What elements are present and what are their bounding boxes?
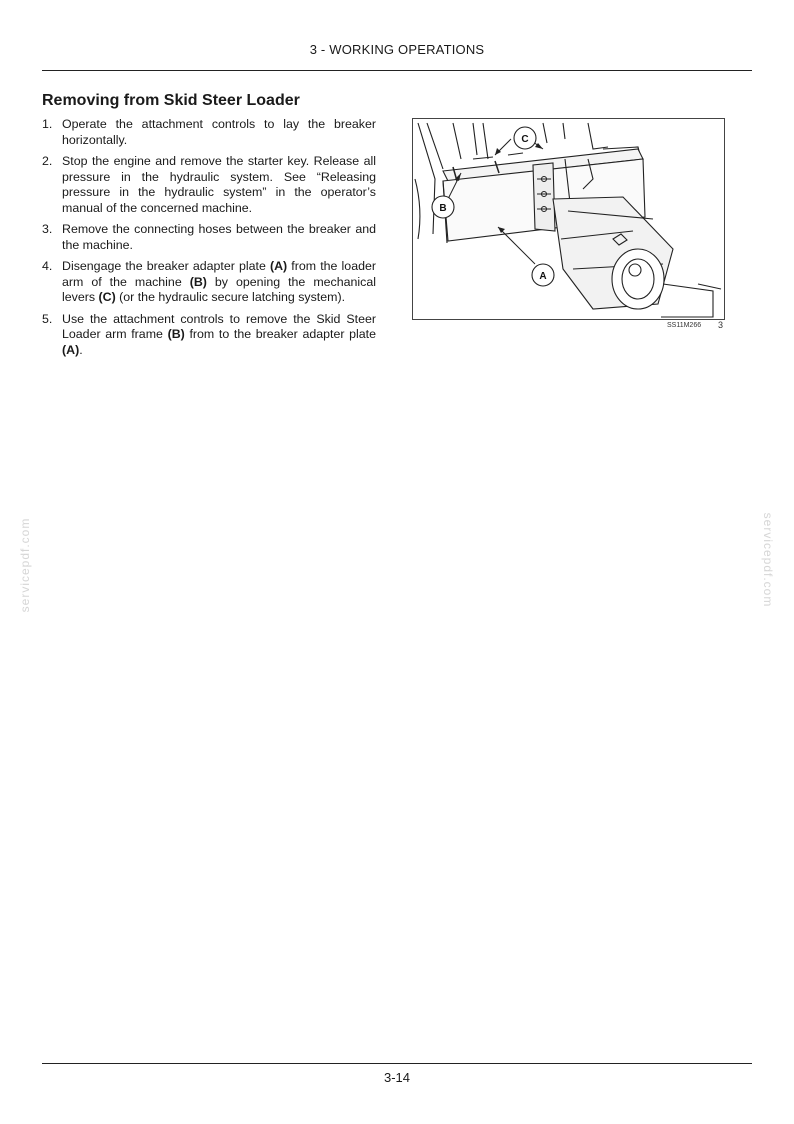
page-number: 3-14 [383,1070,411,1085]
step-text: (or the hydraulic secure latching system). [115,290,346,304]
step-reference: (B) [189,274,207,289]
step-text: . [79,342,83,357]
step-reference: (B) [167,327,185,341]
step-number: 3. [42,222,53,236]
figure-code: SS11M266 [667,322,702,329]
footer-rule [42,1063,752,1064]
step-number: 5. [42,311,53,326]
callout-c-label: C [521,134,529,145]
header-rule [42,70,752,71]
section-title: Removing from Skid Steer Loader [42,92,300,109]
step-text: from the loader arm of the machine [62,259,376,289]
step-text: Use the attachment controls to remove the Skid Steer Loader arm frame [62,311,376,341]
running-header: 3 - WORKING OPERATIONS [309,42,485,57]
step-reference: (A) [269,259,288,273]
procedure-steps [42,117,376,364]
step-text: by opening the mechanical levers [62,274,376,304]
step-reference: (A) [62,342,80,357]
step-text: Stop the engine and remove the starter key. Release all pressure in the hydraulic system. See “Releasing pressure in the hydraulic system” in the operator’s manual of the concerned machine. [62,154,376,215]
step-item [42,312,376,359]
step-number: 4. [42,259,53,273]
callout-a-label: A [539,271,547,282]
figure-breaker-adapter [412,118,725,320]
step-item [42,259,376,306]
step-text: Remove the connecting hoses between the breaker and the machine. [62,222,376,252]
step-reference: (C) [98,290,116,304]
step-text: Disengage the breaker adapter plate [62,259,270,273]
watermark-right: servicepdf.com [761,512,775,608]
step-item [42,154,376,216]
step-item [42,117,376,148]
watermark-left: servicepdf.com [18,517,32,613]
callout-b-label: B [439,203,447,214]
step-text: Operate the attachment controls to lay the breaker horizontally. [62,117,376,147]
step-number: 2. [42,154,53,168]
figure-number: 3 [718,320,724,330]
step-item [42,222,376,253]
step-text: from to the breaker adapter plate [184,327,376,341]
step-number: 1. [42,117,53,131]
